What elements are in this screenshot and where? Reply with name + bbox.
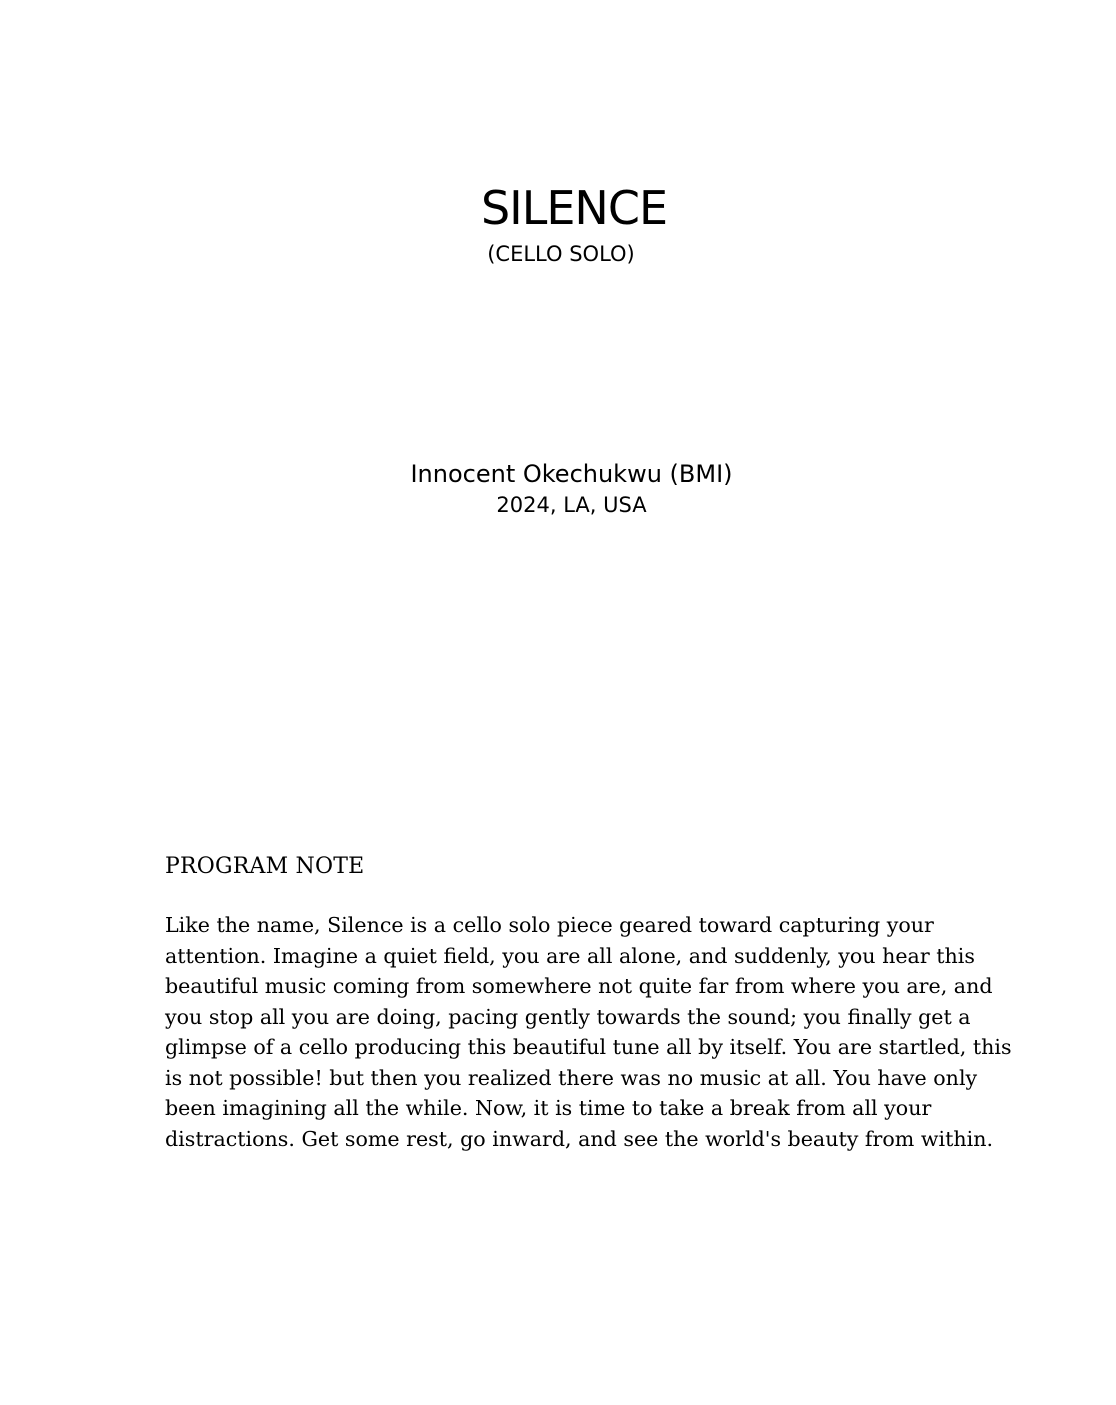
program-note-body: Like the name, Silence is a cello solo piece geared toward capturing your attention. Imagine a quiet field, you are all alone, and suddenly, you hear this beautiful music coming from somewhere not quite far from where you are, and you stop all you are doing, pacing gently towards the sound; you finally get a glimpse of a cello producing this beautiful tune all by itself. You are startled, this is not possible! but then you realized there was no music at all. You have only been imagining all the while. Now, it is time to take a break from all your distractions. Get some rest, go inward, and see the world's beauty from within. <box>165 913 1012 1151</box>
page-title: SILENCE <box>480 181 668 235</box>
program-note-heading: PROGRAM NOTE <box>165 854 365 879</box>
composer-name: Innocent Okechukwu (BMI) <box>410 460 733 488</box>
page-subtitle: (CELLO SOLO) <box>487 242 635 266</box>
place-date: 2024, LA, USA <box>496 493 647 517</box>
